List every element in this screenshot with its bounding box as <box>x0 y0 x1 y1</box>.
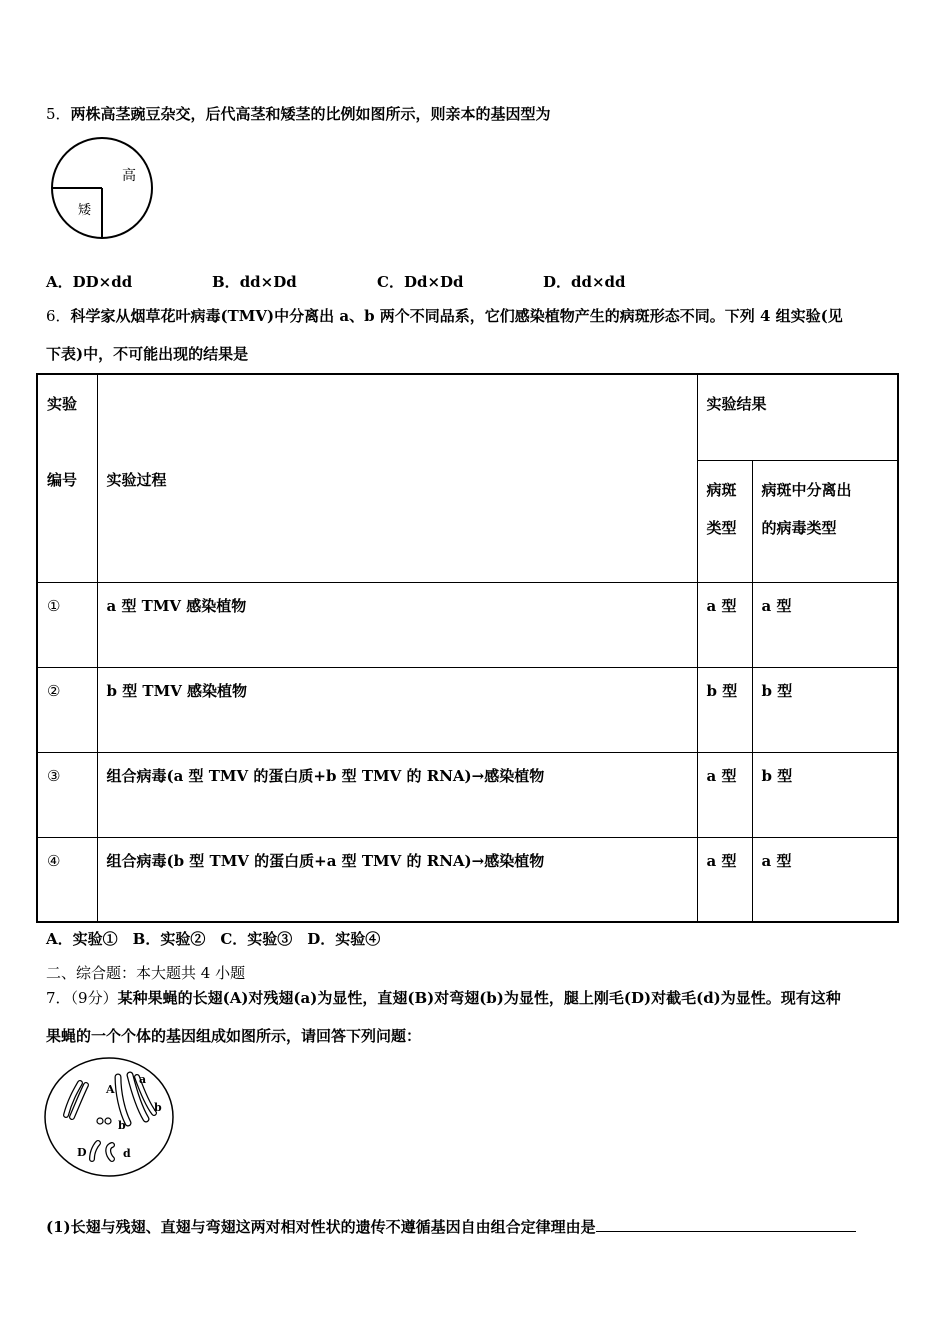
q6-stem-line2: 下表)中，不可能出现的结果是 <box>46 345 249 363</box>
row-virus: a 型 <box>752 837 898 922</box>
q7-cell-figure <box>42 1055 180 1181</box>
q7-stem-line2: 果蝇的一个个体的基因组成如图所示，请回答下列问题： <box>46 1027 422 1045</box>
q7-sub1: (1)长翅与残翅、直翅与弯翅这两对相对性状的遗传不遵循基因自由组合定律理由是 <box>46 1216 856 1237</box>
pie-label-tall: 高 <box>122 168 136 184</box>
header-experiment-id: 实验 编号 <box>37 374 97 582</box>
pie-label-short: 矮 <box>78 203 92 218</box>
row-virus: b 型 <box>752 752 898 837</box>
row-process: 组合病毒(a 型 TMV 的蛋白质+b 型 TMV 的 RNA)→感染植物 <box>97 752 697 837</box>
table-row <box>37 837 898 922</box>
table-row <box>37 752 898 837</box>
experiment-table <box>36 373 899 923</box>
q5-stem <box>46 103 551 124</box>
gene-label-D: D <box>77 1146 87 1159</box>
q7-score: （9分） <box>70 989 118 1007</box>
gene-label-a: a <box>139 1073 147 1086</box>
gene-label-b1: b <box>154 1101 162 1114</box>
row-virus: b 型 <box>752 667 898 752</box>
q6-options[interactable]: A．实验① B．实验② C．实验③ D．实验④ <box>46 930 381 948</box>
q5-option-a[interactable]: A．DD×dd <box>46 273 133 291</box>
row-process: 组合病毒(b 型 TMV 的蛋白质+a 型 TMV 的 RNA)→感染植物 <box>97 837 697 922</box>
row-spot: b 型 <box>697 667 752 752</box>
q5-number: 5． <box>46 105 71 123</box>
row-spot: a 型 <box>697 582 752 667</box>
row-id: ① <box>37 582 97 667</box>
row-virus: a 型 <box>752 582 898 667</box>
header-spot-type: 病斑 类型 <box>697 460 752 582</box>
gene-label-b2: b <box>118 1119 126 1132</box>
q5-text: 两株高茎豌豆杂交，后代高茎和矮茎的比例如图所示，则亲本的基因型为 <box>70 105 551 123</box>
table-row <box>37 582 898 667</box>
q7-number: 7． <box>46 989 71 1007</box>
q6-stem-line1: 6．科学家从烟草花叶病毒(TMV)中分离出 a、b 两个不同品系，它们感染植物产生的病斑形态不同。下列 4 组实验(见 <box>46 307 843 325</box>
chromosome-dot-1 <box>97 1118 103 1124</box>
row-process: b 型 TMV 感染植物 <box>97 667 697 752</box>
chromosome-dot-2 <box>105 1118 111 1124</box>
row-id: ④ <box>37 837 97 922</box>
q7-stem-line1: 7．（9分）某种果蝇的长翅(A)对残翅(a)为显性，直翅(B)对弯翅(b)为显性，腿上刚毛(D)对截毛(d)为显性。现有这种 <box>46 989 841 1007</box>
row-id: ③ <box>37 752 97 837</box>
row-process: a 型 TMV 感染植物 <box>97 582 697 667</box>
q5-option-c[interactable]: C．Dd×Dd <box>377 273 464 291</box>
row-spot: a 型 <box>697 837 752 922</box>
row-spot: a 型 <box>697 752 752 837</box>
answer-blank[interactable] <box>596 1217 856 1232</box>
q6-number: 6． <box>46 307 71 325</box>
q5-option-b[interactable]: B．dd×Dd <box>212 273 297 291</box>
gene-label-d: d <box>123 1147 131 1160</box>
table-row <box>37 667 898 752</box>
section-heading: 二、综合题：本大题共 4 小题 <box>46 964 246 982</box>
header-virus-type: 病斑中分离出 的病毒类型 <box>752 460 898 582</box>
q5-option-d[interactable]: D．dd×dd <box>543 273 626 291</box>
header-process: 实验过程 <box>97 374 697 582</box>
header-result: 实验结果 <box>697 374 898 460</box>
gene-label-A: A <box>106 1083 115 1096</box>
q5-pie-figure <box>50 134 160 246</box>
row-id: ② <box>37 667 97 752</box>
